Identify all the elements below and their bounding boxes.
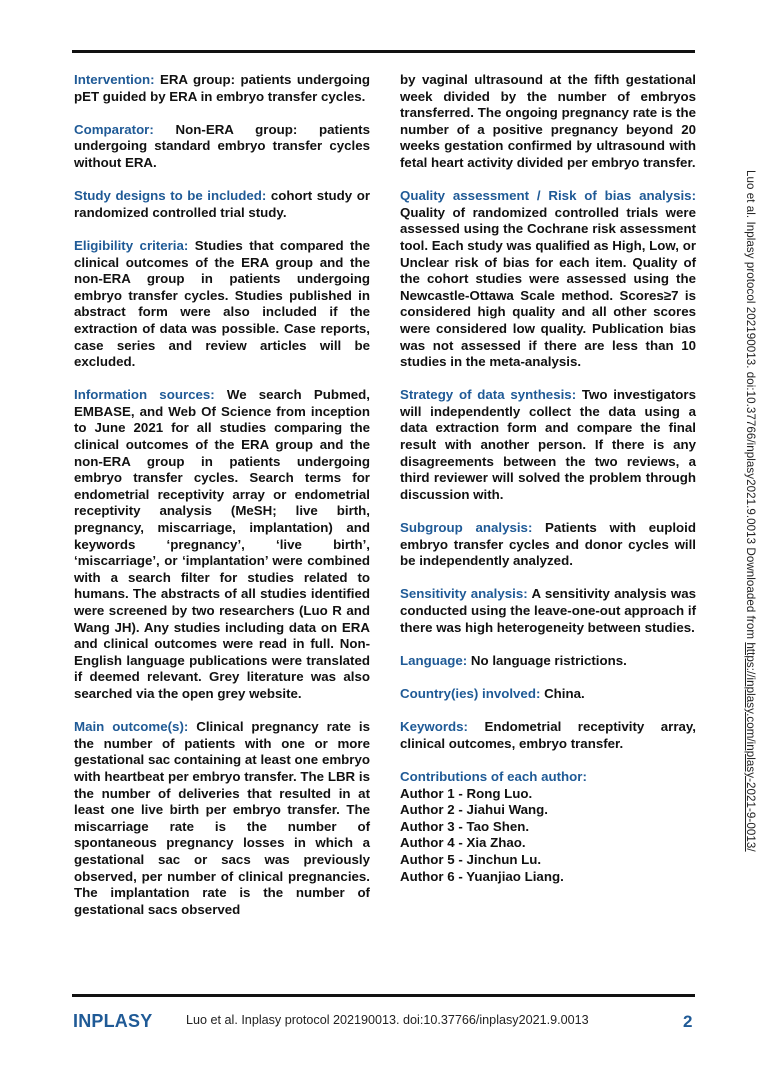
- section-language: [400, 653, 696, 670]
- section-label: Strategy of data synthesis:: [400, 387, 577, 403]
- section-label: Intervention:: [74, 72, 155, 87]
- section-text: Two investigators will independently collect the data using a data extraction form and compare the final result with another person. If there is any disagreements between the two reviews, a third reviewer will solved the problem through discussion with.: [400, 387, 696, 502]
- right-column: [400, 72, 696, 902]
- section-subgroup-analysis: [400, 520, 696, 570]
- section-text: We search Pubmed, EMBASE, and Web Of Science from inception to June 2021 for all studies comparing the clinical outcomes of the ERA group and the non-ERA group in patients undergoing embryo transfer cycles. Search terms for endometrial receptivity array or endometrial receptivity analysis (MeSH; live birth, pregnancy, miscarriage, implantation) and keywords ‘pregnancy’, ‘live birth’, ‘miscarriage’, or ‘implantation’ were combined with a search filter for studies related to humans. The abstracts of all studies identified were screened by two researchers (Luo R and Wang JH). Any studies including data on ERA and clinical outcomes were read in full. Non-English language publications were translated if deemed relevant. Grey literature was also searched via the open grey website.: [74, 387, 370, 701]
- section-label: Quality assessment / Risk of bias analysis:: [400, 188, 696, 204]
- section-intervention: [74, 72, 370, 105]
- section-label: Language:: [400, 652, 468, 668]
- section-label: Subgroup analysis:: [400, 520, 533, 536]
- page-number: 2: [683, 1012, 693, 1031]
- section-label: Study designs to be included:: [74, 188, 267, 204]
- section-sensitivity-analysis: [400, 586, 696, 636]
- author-list: [400, 786, 696, 886]
- section-label: Eligibility criteria:: [74, 237, 189, 253]
- left-column: [74, 72, 370, 935]
- section-text: Quality of randomized controlled trials were assessed using the Cochrane risk assessment tool. Each study was qualified as High, Low, or Unclear risk of bias for each item. Quality of the cohort studies were assessed using the Newcastle-Ottawa Scale method. Scores≥7 is considered high quality and all other scores were considered low quality. Publication bias was not assessed if there are less than 10 studies in the meta-analysis.: [400, 204, 696, 370]
- section-label: Contributions of each author:: [400, 768, 587, 784]
- section-text: cohort study or randomized controlled trial study.: [74, 188, 370, 220]
- download-watermark: [744, 170, 757, 852]
- watermark-text: Luo et al. Inplasy protocol 202190013. doi:10.37766/inplasy2021.9.0013 Downloaded from: [744, 170, 757, 643]
- section-text: A sensitivity analysis was conducted using the leave-one-out approach if there was high heterogeneity between studies.: [400, 586, 696, 635]
- author-item: Author 1 - Rong Luo.: [400, 785, 533, 801]
- section-label: Keywords:: [400, 719, 468, 735]
- main-outcomes-continuation: by vaginal ultrasound at the fifth gestational week divided by the number of embryos transferred. The ongoing pregnancy rate is the number of a positive pregnancy beyond 20 weeks gestation confirmed by ultrasound with fetal heart activity divided per embryo transfer.: [400, 72, 696, 170]
- section-contributions: [400, 769, 696, 885]
- section-text: Non-ERA group: patients undergoing standard embryo transfer cycles without ERA.: [74, 121, 370, 170]
- section-text: Patients with euploid embryo transfer cycles and donor cycles will be independently analyzed.: [400, 520, 696, 569]
- author-item: Author 4 - Xia Zhao.: [400, 835, 526, 851]
- section-label: Information sources:: [74, 387, 215, 403]
- author-item: Author 5 - Jinchun Lu.: [400, 851, 542, 867]
- section-label: Country(ies) involved:: [400, 685, 541, 701]
- section-information-sources: [74, 387, 370, 702]
- section-label: Sensitivity analysis:: [400, 586, 528, 602]
- section-label: Comparator:: [74, 121, 154, 137]
- footer-brand-logo: INPLASY: [73, 1011, 153, 1031]
- footer-rule: [72, 994, 695, 997]
- section-text: Studies that compared the clinical outcomes of the ERA group and the non-ERA group in patients undergoing embryo transfer cycles. Studies published in abstract form were also included if the extraction of data was possible. Case reports, case series and review articles will be excluded.: [74, 237, 370, 370]
- section-text: No language ristrictions.: [467, 652, 627, 668]
- section-label: Main outcome(s):: [74, 719, 189, 735]
- header-rule: [72, 50, 695, 53]
- author-item: Author 3 - Tao Shen.: [400, 818, 530, 834]
- footer-citation: Luo et al. Inplasy protocol 202190013. doi:10.37766/inplasy2021.9.0013: [186, 1013, 589, 1027]
- section-main-outcomes: [74, 719, 370, 918]
- section-comparator: [74, 122, 370, 172]
- section-study-designs: [74, 188, 370, 221]
- section-eligibility: [74, 238, 370, 371]
- section-quality-assessment: [400, 188, 696, 371]
- author-item: Author 6 - Yuanjiao Liang.: [400, 868, 564, 884]
- section-countries: [400, 686, 696, 703]
- download-link[interactable]: https://inplasy.com/inplasy-2021-9-0013/: [744, 642, 757, 852]
- section-keywords: [400, 719, 696, 752]
- section-data-synthesis: [400, 387, 696, 503]
- section-text: Clinical pregnancy rate is the number of patients with one or more gestational sac containing at least one embryo with heartbeat per embryo transfer. The LBR is the number of deliveries that resulted in at least one live birth per embryo transfer. The miscarriage rate is the number of spontaneous pregnancy losses in which a gestational sac or sacs was previously observed, per number of clinical pregnancies. The implantation rate is the number of gestational sacs observed: [74, 719, 370, 917]
- section-text: Endometrial receptivity array, clinical outcomes, embryo transfer.: [400, 719, 696, 751]
- author-item: Author 2 - Jiahui Wang.: [400, 802, 548, 818]
- section-text: ERA group: patients undergoing pET guided by ERA in embryo transfer cycles.: [74, 72, 370, 104]
- section-text: China.: [540, 685, 585, 701]
